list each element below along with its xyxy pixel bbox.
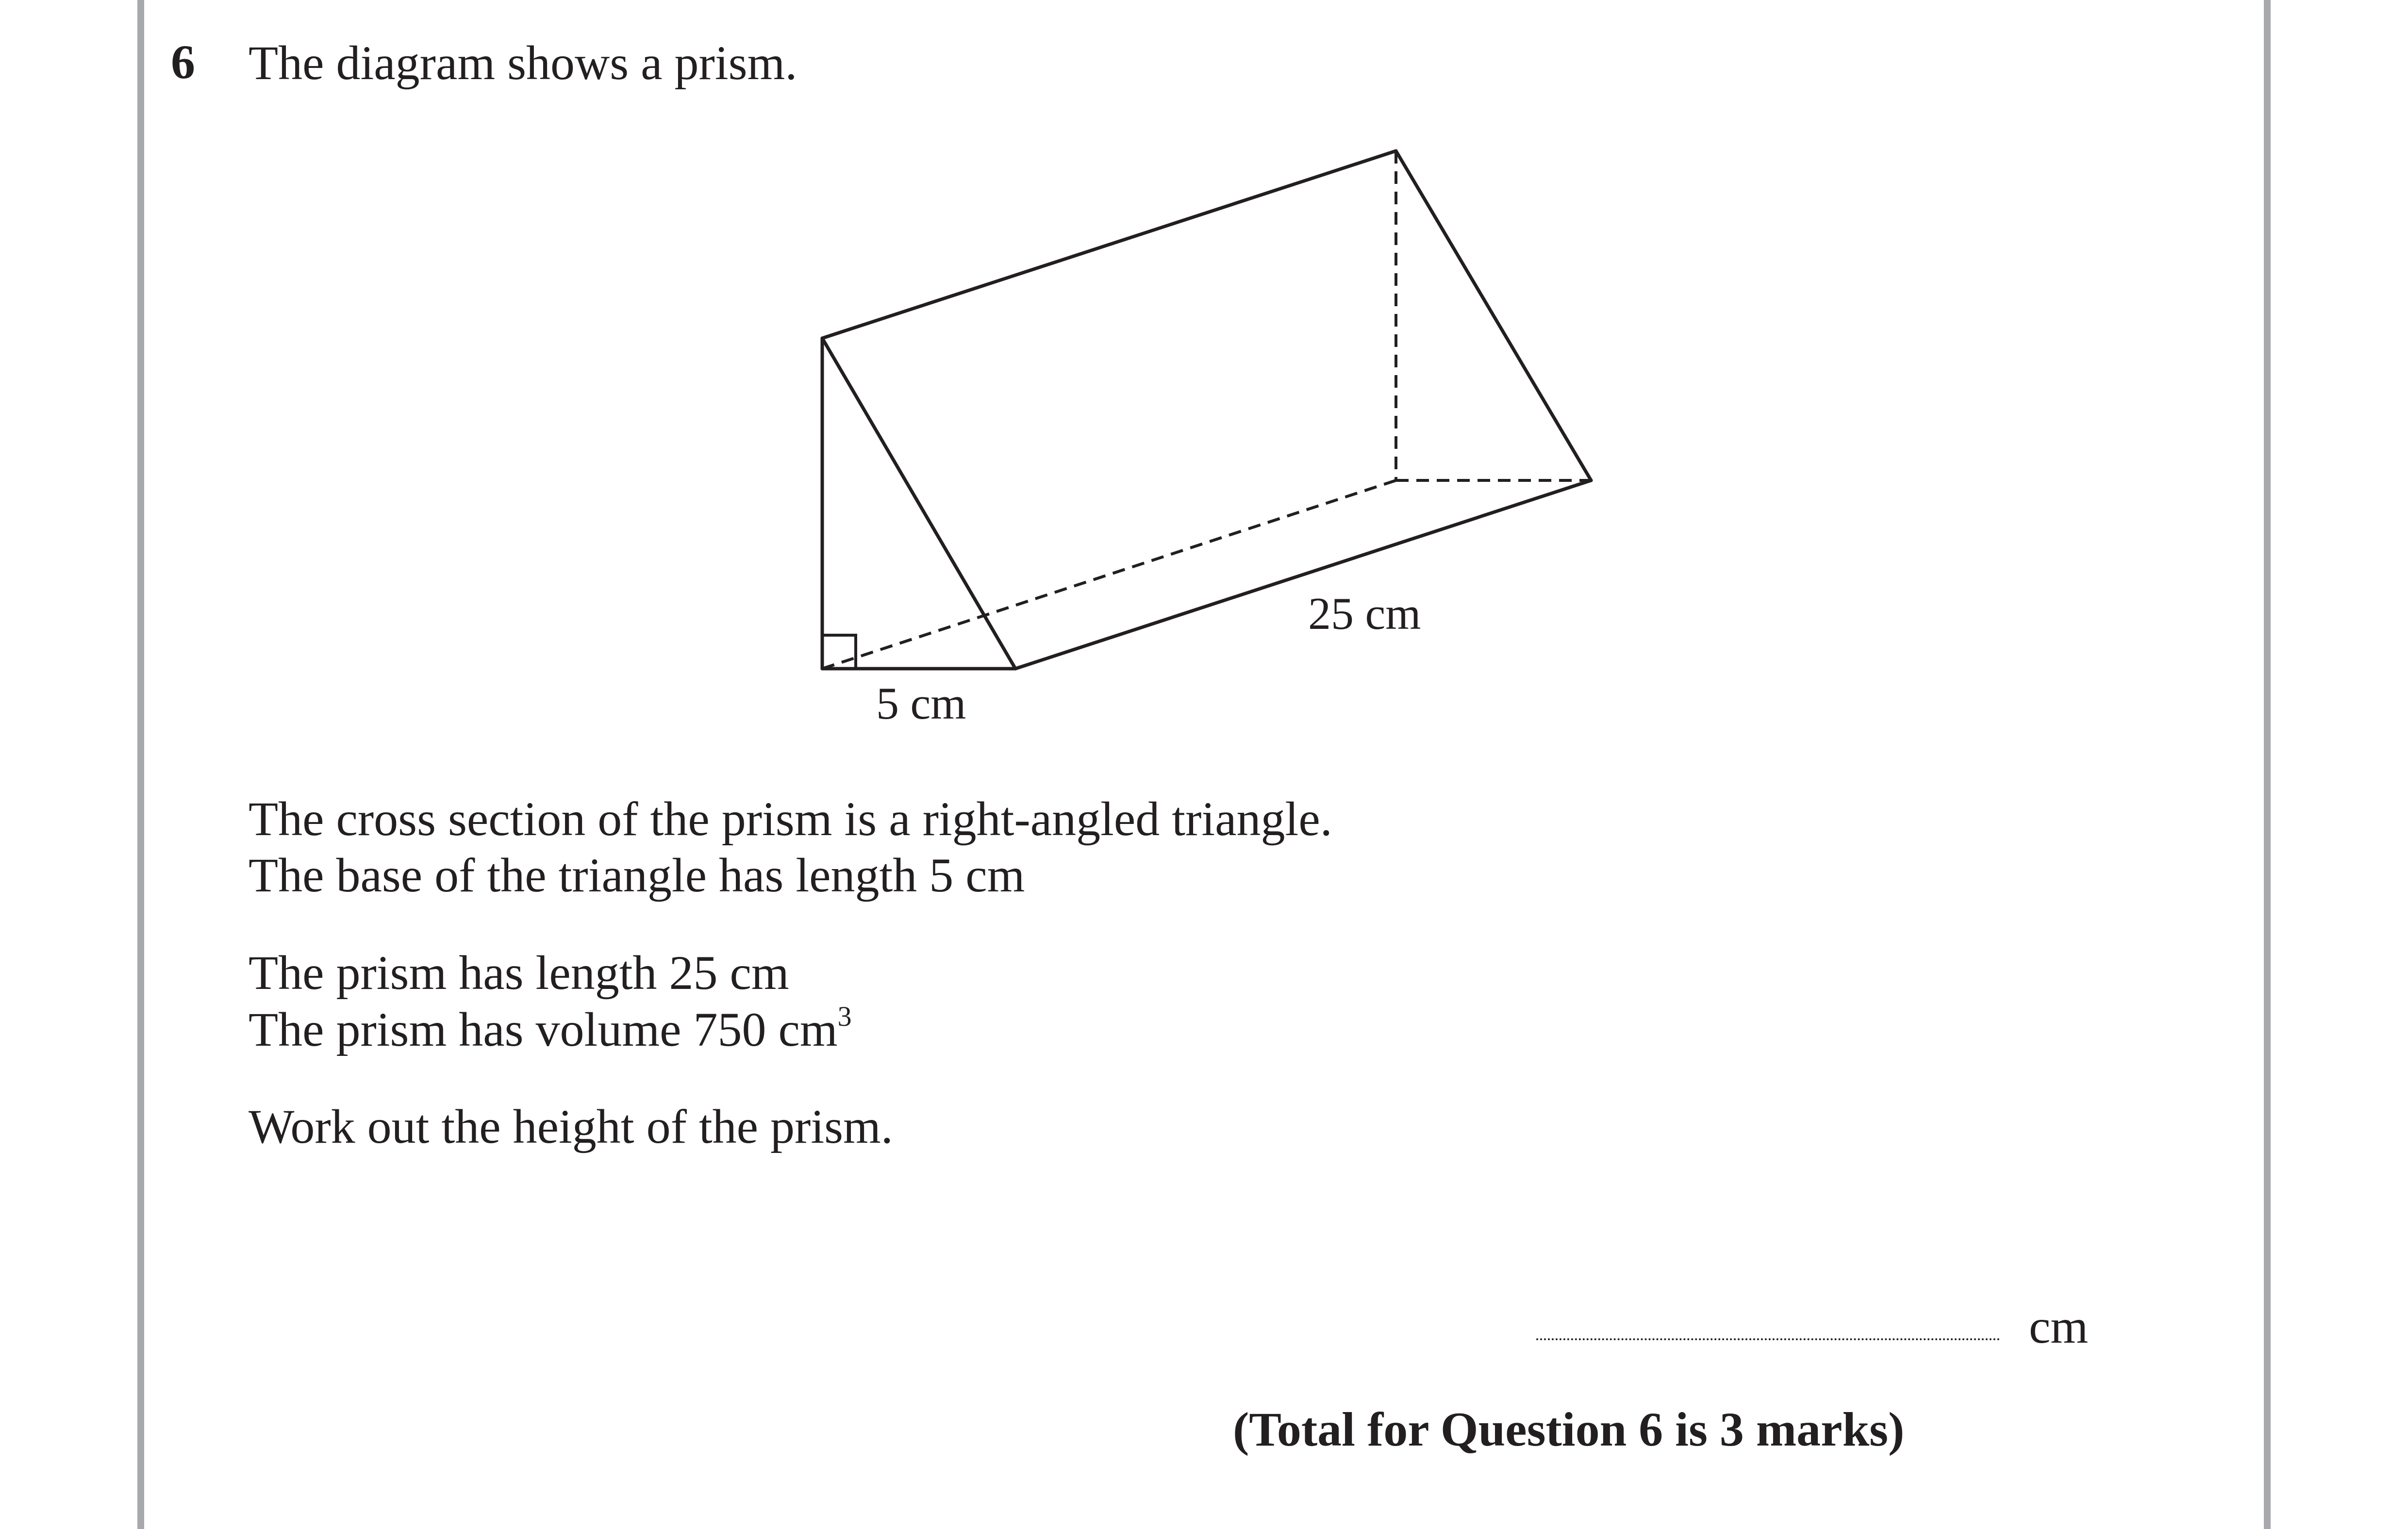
answer-unit: cm xyxy=(2029,1299,2089,1353)
right-angle-marker xyxy=(822,635,856,669)
label-base: 5 cm xyxy=(876,678,966,729)
prism-edge-top xyxy=(822,151,1396,338)
prism-hidden-edge-bottom-left xyxy=(822,480,1396,669)
question-number: 6 xyxy=(171,35,195,89)
total-marks: (Total for Question 6 is 3 marks) xyxy=(1233,1402,1905,1456)
prism-length-text: The prism has length 25 cm xyxy=(249,946,789,1000)
prism-edge-bottom-right xyxy=(1015,480,1591,669)
prism-edge-front-hypotenuse xyxy=(822,338,1015,669)
label-length: 25 cm xyxy=(1308,589,1421,639)
task-text: Work out the height of the prism. xyxy=(249,1100,893,1153)
prism-volume-line xyxy=(249,1001,852,1056)
prism-volume-text: The prism has volume 750 cm xyxy=(249,1003,838,1056)
base-length-text: The base of the triangle has length 5 cm xyxy=(249,848,1025,902)
answer-line[interactable] xyxy=(1536,1338,2000,1340)
question-intro: The diagram shows a prism. xyxy=(249,36,797,90)
cross-section-text: The cross section of the prism is a right-angled triangle. xyxy=(249,792,1332,846)
prism-edge-back-hypotenuse xyxy=(1396,151,1591,480)
volume-superscript: 3 xyxy=(837,1001,852,1032)
